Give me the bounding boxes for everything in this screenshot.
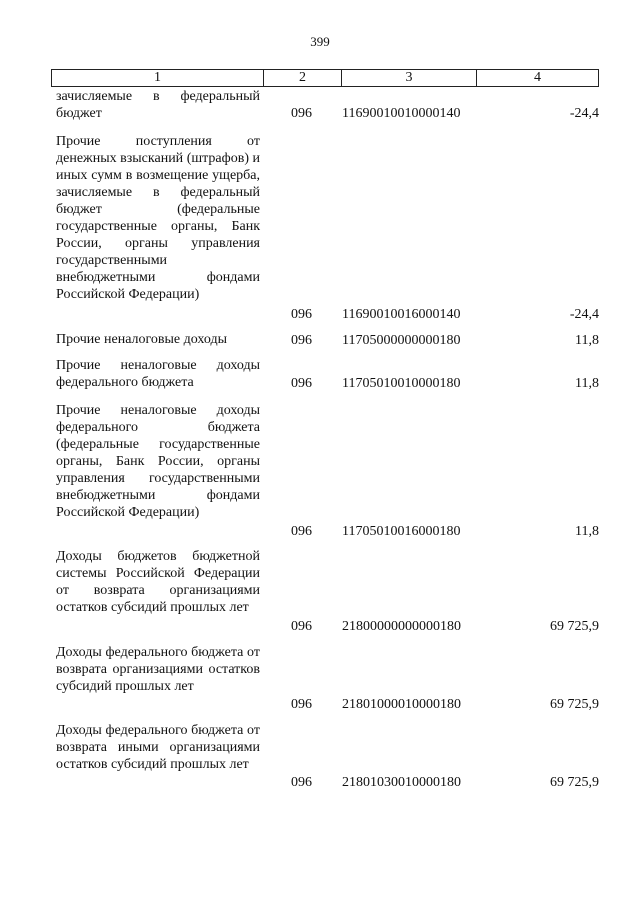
row-kbk: 11690010010000140	[342, 106, 461, 121]
row-kbk: 21801000010000180	[342, 697, 461, 712]
row-amount: 11,8	[575, 333, 599, 348]
row-code: 096	[291, 307, 312, 322]
row-description: Доходы бюджетов бюджетной системы Российской Федерации от возврата организациями остатков субсидий прошлых лет	[56, 549, 260, 615]
row-code: 096	[291, 775, 312, 790]
row-amount: 11,8	[575, 524, 599, 539]
table-row	[51, 331, 599, 349]
table-row	[51, 402, 599, 540]
header-col-2: 2	[264, 70, 342, 86]
header-col-3: 3	[342, 70, 477, 86]
row-description: Прочие неналоговые доходы	[56, 332, 228, 347]
row-description: Доходы федерального бюджета от возврата организациями остатков субсидий прошлых лет	[56, 645, 260, 694]
row-kbk: 21801030010000180	[342, 775, 461, 790]
row-code: 096	[291, 619, 312, 634]
header-col-4: 4	[534, 70, 541, 85]
row-description: Прочие поступления от денежных взысканий (штрафов) и иных сумм в возмещение ущерба, зачисляемые в федеральный бюджет (федеральные государственные органы, Банк России, органы управления государственными внебюджетными фондами Российской Федерации)	[56, 134, 260, 302]
row-kbk: 11690010016000140	[342, 307, 461, 322]
table-row	[51, 133, 599, 323]
table-row	[51, 644, 599, 713]
row-amount: -24,4	[569, 106, 599, 121]
table-row	[51, 357, 599, 392]
row-code: 096	[291, 333, 312, 348]
row-code: 096	[291, 376, 312, 391]
row-description: Прочие неналоговые доходы федерального бюджета (федеральные государственные органы, Банк России, органы управления государственными внебюджетными фондами Российской Федерации)	[56, 403, 260, 520]
row-amount: 11,8	[575, 376, 599, 391]
row-amount: 69 725,9	[550, 775, 599, 790]
row-kbk: 11705010016000180	[342, 524, 461, 539]
row-description: Прочие неналоговые доходы федерального бюджета	[56, 358, 260, 390]
row-description: зачисляемые в федеральный бюджет	[56, 89, 260, 121]
row-code: 096	[291, 524, 312, 539]
table-row	[51, 88, 599, 122]
row-amount: 69 725,9	[550, 619, 599, 634]
row-description: Доходы федерального бюджета от возврата иными организациями остатков субсидий прошлых лет	[56, 723, 260, 772]
row-amount: 69 725,9	[550, 697, 599, 712]
row-kbk: 11705010010000180	[342, 376, 461, 391]
page-number: 399	[310, 34, 330, 49]
row-code: 096	[291, 106, 312, 121]
row-kbk: 11705000000000180	[342, 333, 461, 348]
table-row	[51, 548, 599, 635]
row-kbk: 21800000000000180	[342, 619, 461, 634]
table-row	[51, 722, 599, 791]
row-amount: -24,4	[569, 307, 599, 322]
row-code: 096	[291, 697, 312, 712]
header-col-1: 1	[52, 70, 264, 86]
table-header	[51, 69, 599, 87]
